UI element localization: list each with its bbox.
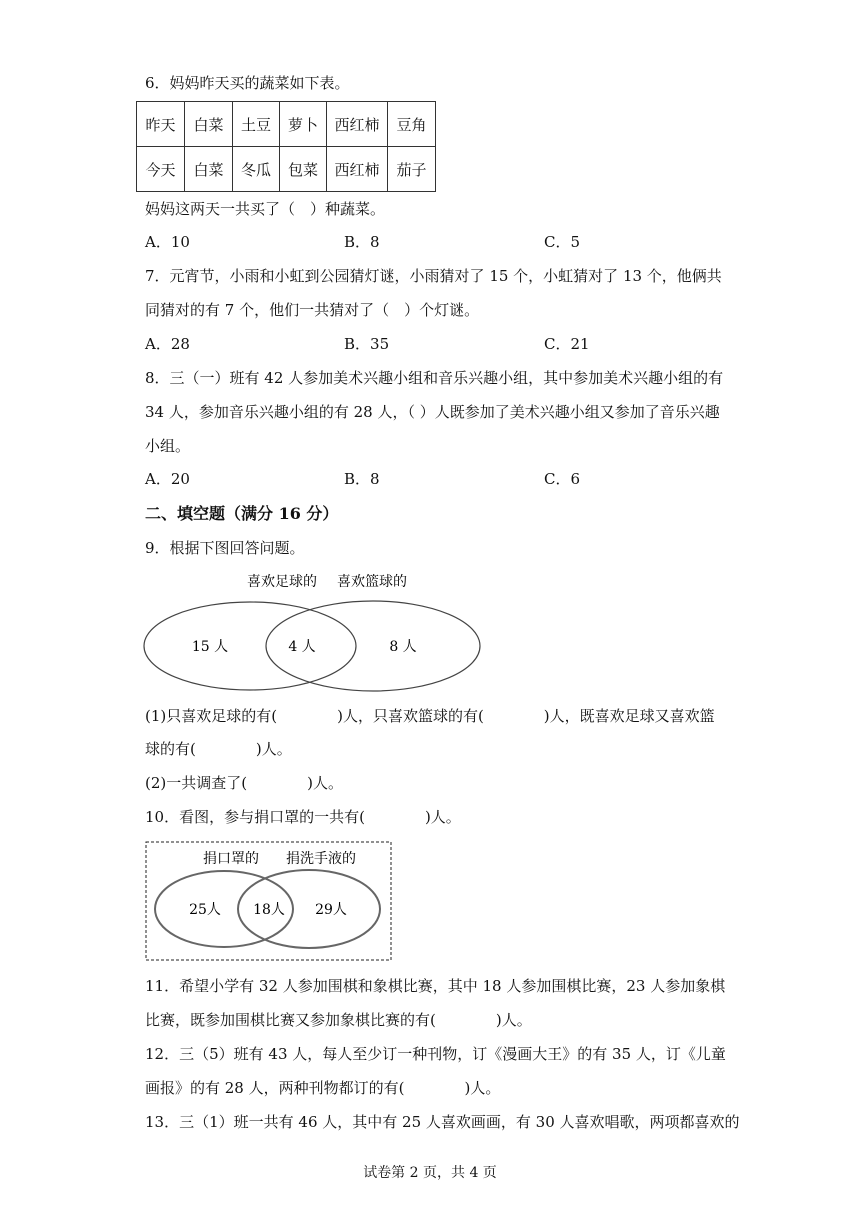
q6-option-c: C．5 (544, 233, 581, 251)
table-cell: 今天 (137, 147, 185, 192)
q12-line-1: 12．三（5）班有 43 人，每人至少订一种刊物，订《漫画大王》的有 35 人，订《儿童 (145, 1045, 726, 1063)
section-heading: 二、填空题（满分 16 分） (145, 504, 339, 523)
table-cell: 茄子 (388, 147, 436, 192)
q11-line-2: 比赛，既参加围棋比赛又参加象棋比赛的有( )人。 (145, 1011, 532, 1029)
venn-right-only-value: 8 人 (389, 639, 417, 655)
q9-sub2: (2)一共调查了( )人。 (145, 774, 343, 792)
venn-left-label: 喜欢足球的 (247, 574, 317, 590)
table-cell: 昨天 (137, 102, 185, 147)
table-cell: 包菜 (280, 147, 327, 192)
venn-left-only-value: 25人 (189, 902, 221, 918)
table-cell: 豆角 (388, 102, 436, 147)
q6-question: 妈妈这两天一共买了（ ）种蔬菜。 (145, 200, 386, 218)
q8-option-c: C．6 (544, 470, 581, 488)
venn-right-label: 喜欢篮球的 (337, 574, 407, 590)
vegetable-table (136, 101, 436, 192)
table-cell: 土豆 (233, 102, 280, 147)
table-cell: 萝卜 (280, 102, 327, 147)
q12-line-2: 画报》的有 28 人，两种刊物都订的有( )人。 (145, 1079, 501, 1097)
venn-left-only-value: 15 人 (191, 639, 229, 655)
table-cell: 白菜 (185, 147, 233, 192)
venn-diagram-donation (145, 841, 393, 962)
q8-line-2: 34 人，参加音乐兴趣小组的有 28 人，（ ）人既参加了美术兴趣小组又参加了音乐兴趣 (145, 403, 720, 421)
q8-option-b: B．8 (344, 470, 380, 488)
q8-line-1: 8．三（一）班有 42 人参加美术兴趣小组和音乐兴趣小组，其中参加美术兴趣小组的有 (145, 369, 724, 387)
page-footer: 试卷第 2 页，共 4 页 (363, 1165, 497, 1181)
q7-line-2: 同猜对的有 7 个，他们一共猜对了（ ）个灯谜。 (145, 301, 480, 319)
venn-both-value: 4 人 (288, 639, 316, 655)
table-cell: 白菜 (185, 102, 233, 147)
q7-option-c: C．21 (544, 335, 590, 353)
table-row (137, 102, 436, 147)
q6-stem: 6．妈妈昨天买的蔬菜如下表。 (145, 74, 350, 92)
q11-line-1: 11．希望小学有 32 人参加围棋和象棋比赛，其中 18 人参加围棋比赛，23 人参加象棋 (145, 977, 726, 995)
q9-sub1-line-1: (1)只喜欢足球的有( )人，只喜欢篮球的有( )人，既喜欢足球又喜欢篮 (145, 707, 715, 725)
q13-line-1: 13．三（1）班一共有 46 人，其中有 25 人喜欢画画，有 30 人喜欢唱歌，两项都喜欢的 (145, 1113, 740, 1131)
q9-sub1-line-2: 球的有( )人。 (145, 740, 292, 758)
table-row (137, 147, 436, 192)
venn-both-value: 18人 (253, 902, 285, 918)
q7-option-b: B．35 (344, 335, 390, 353)
q6-option-b: B．8 (344, 233, 380, 251)
q8-option-a: A．20 (145, 470, 190, 488)
q7-option-a: A．28 (145, 335, 190, 353)
q6-option-a: A．10 (145, 233, 190, 251)
q9-stem: 9．根据下图回答问题。 (145, 539, 305, 557)
venn-right-label: 捐洗手液的 (286, 851, 356, 867)
table-cell: 西红柿 (327, 102, 388, 147)
q8-line-3: 小组。 (145, 437, 191, 455)
table-cell: 冬瓜 (233, 147, 280, 192)
q10-stem: 10．看图，参与捐口罩的一共有( )人。 (145, 808, 461, 826)
venn-right-only-value: 29人 (315, 902, 347, 918)
table-cell: 西红柿 (327, 147, 388, 192)
q7-line-1: 7．元宵节，小雨和小虹到公园猜灯谜，小雨猜对了 15 个，小虹猜对了 13 个，他俩共 (145, 267, 722, 285)
venn-diagram-sports (140, 566, 490, 694)
venn-left-circle (144, 602, 356, 690)
venn-left-label: 捐口罩的 (203, 851, 259, 867)
